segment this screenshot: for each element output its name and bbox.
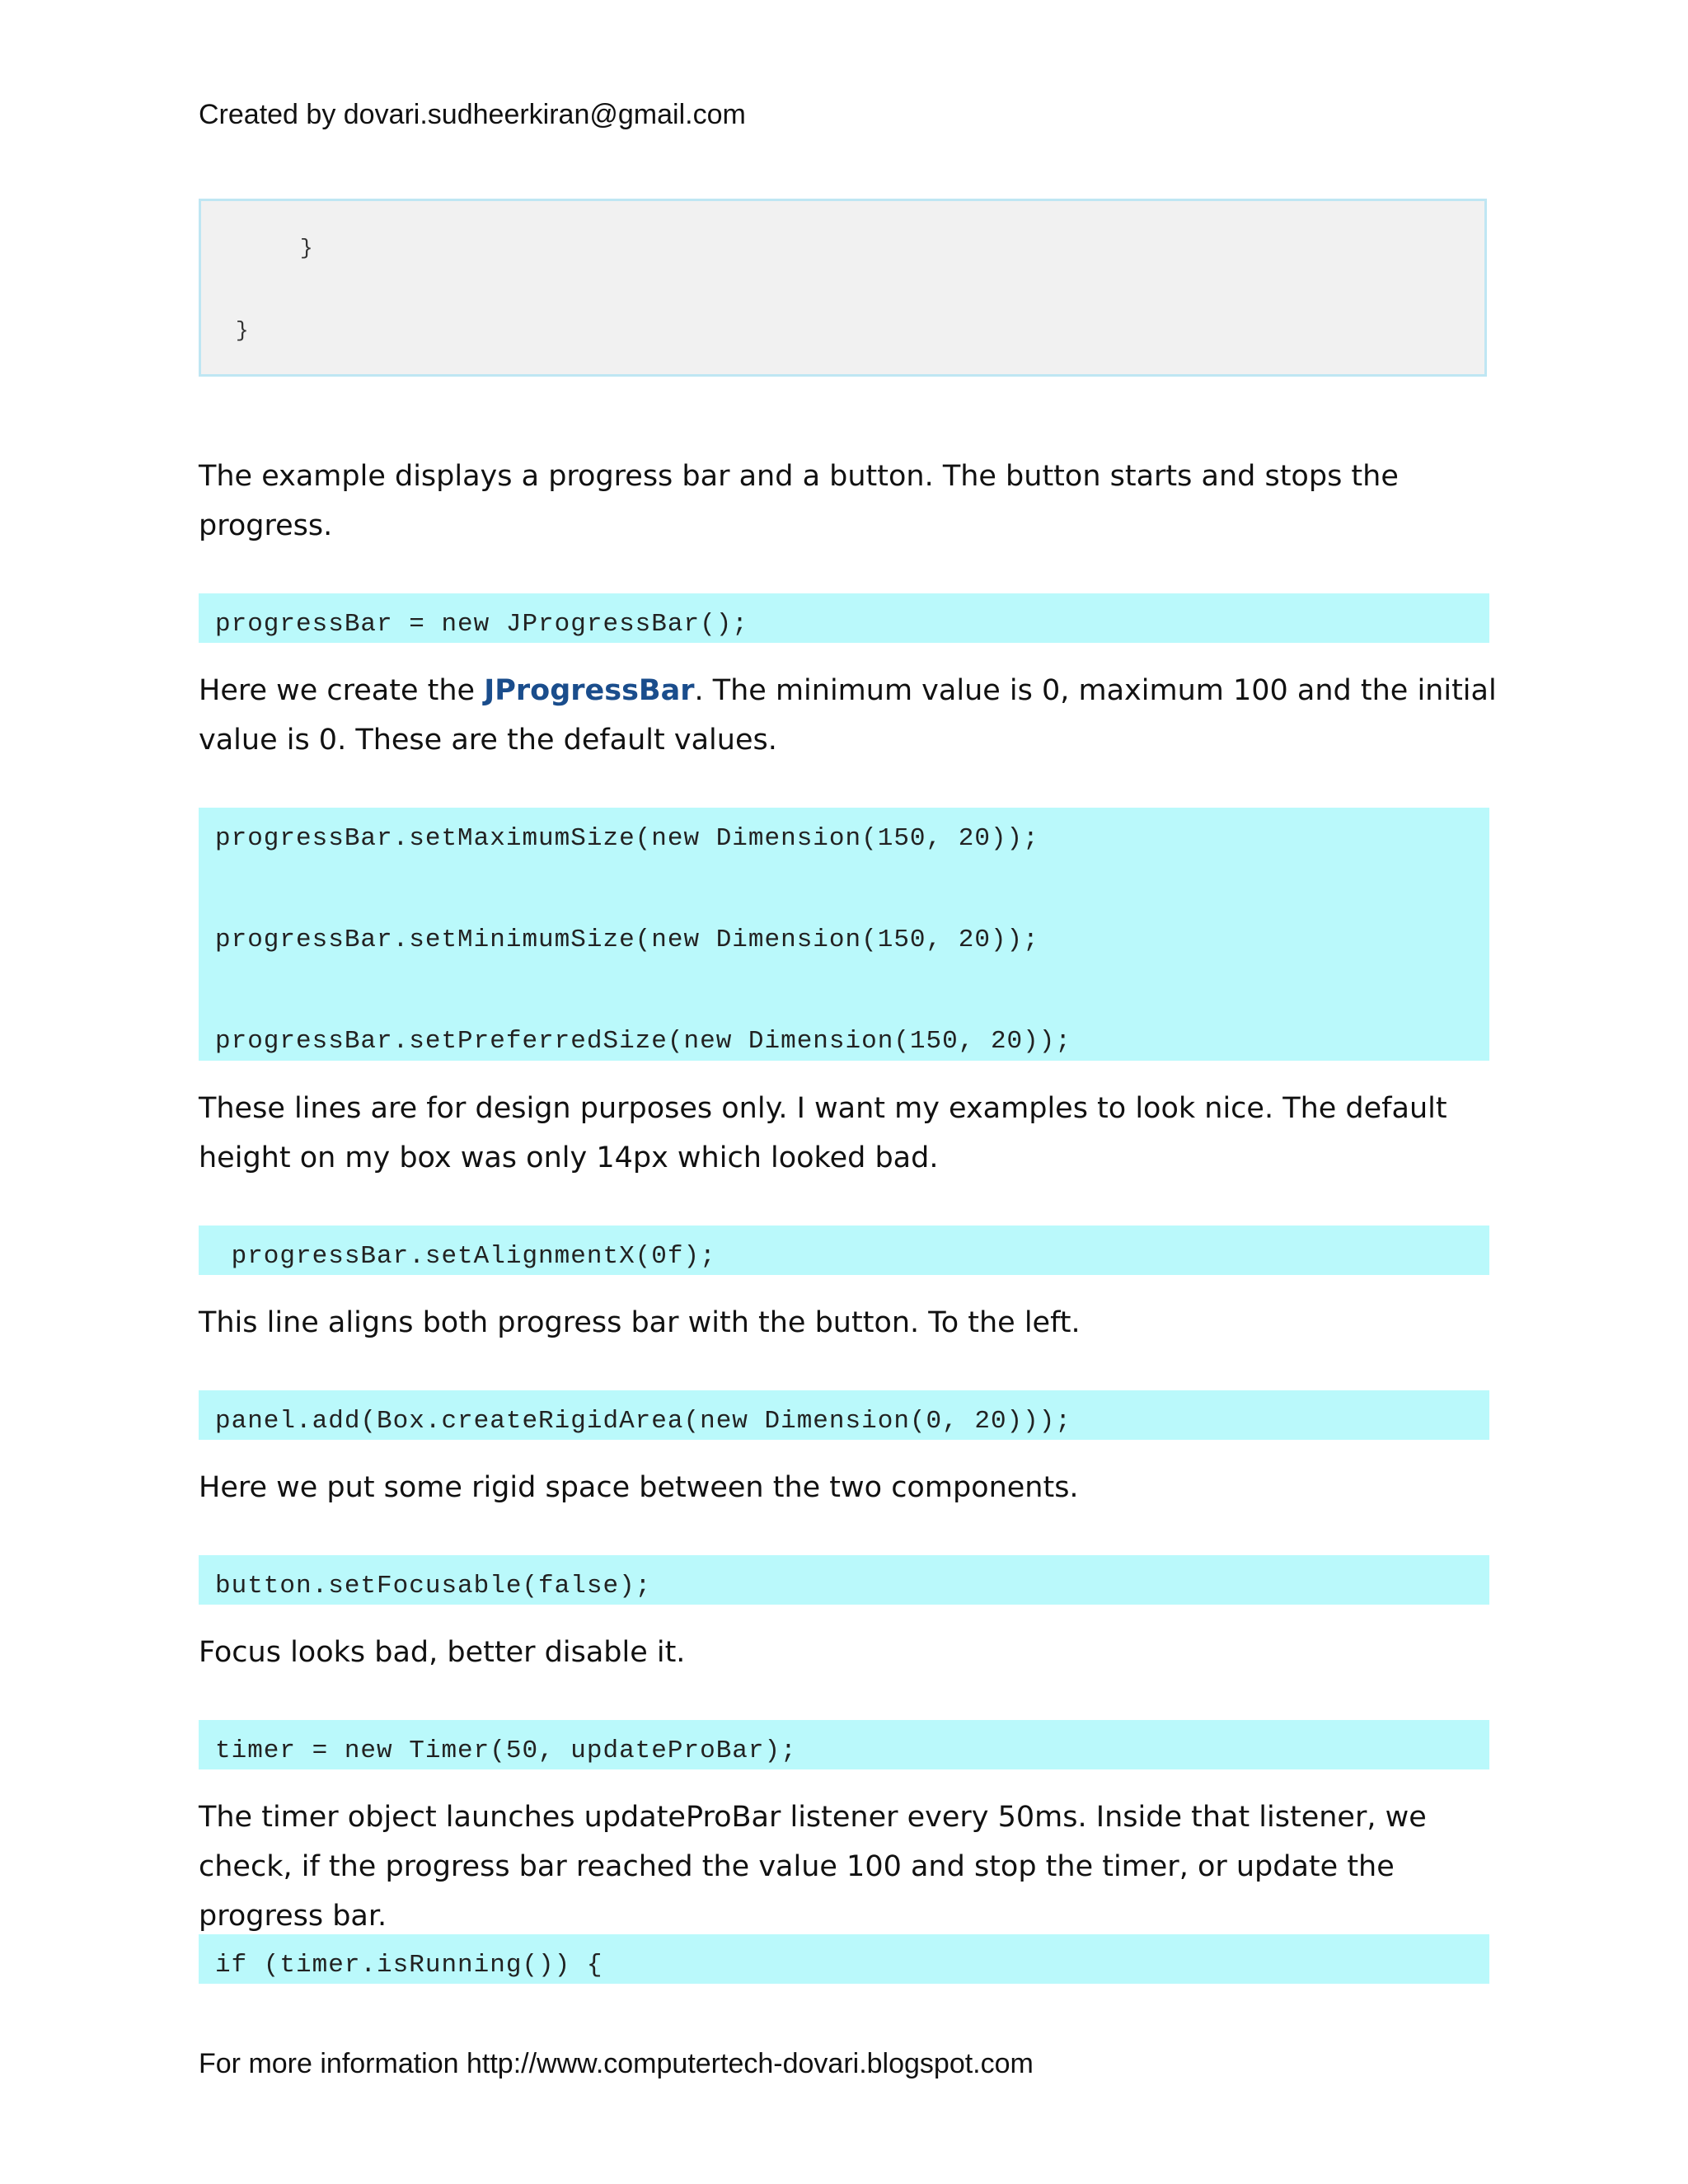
- page-header: Created by dovari.sudheerkiran@gmail.com: [199, 99, 746, 130]
- code-snippet-create-progressbar: [199, 593, 1489, 643]
- code-line: panel.add(Box.createRigidArea(new Dimension(0, 20)));: [215, 1407, 1071, 1436]
- code-line: progressBar.setAlignmentX(0f);: [215, 1242, 716, 1271]
- code-snippet-if-running: [199, 1934, 1489, 1984]
- page-footer: For more information http://www.computertech-dovari.blogspot.com: [199, 2048, 1034, 2079]
- code-snippet-focusable: [199, 1555, 1489, 1605]
- keyword-jprogressbar: JProgressBar: [484, 674, 695, 707]
- paragraph-text: Here we create the: [199, 674, 485, 707]
- paragraph-focus: Focus looks bad, better disable it.: [199, 1636, 686, 1669]
- closing-brace-inner: }: [300, 236, 313, 260]
- paragraph-example-description: The example displays a progress bar and a button. The button starts and stops the progress.: [199, 460, 1399, 542]
- closing-brace-outer: }: [236, 318, 249, 343]
- code-snippet-set-alignment: [199, 1226, 1489, 1275]
- code-line: button.setFocusable(false);: [215, 1572, 652, 1601]
- code-snippet-set-sizes: [199, 808, 1489, 1061]
- paragraph-jprogressbar-explanation: [199, 666, 1501, 765]
- code-snippet-rigid-area: [199, 1390, 1489, 1440]
- code-line: timer = new Timer(50, updateProBar);: [215, 1736, 797, 1765]
- code-line: if (timer.isRunning()) {: [215, 1951, 603, 1980]
- code-line: progressBar.setMaximumSize(new Dimension(150, 20));: [215, 824, 1039, 853]
- paragraph-timer-explanation: The timer object launches updateProBar listener every 50ms. Inside that listener, we check, if the progress bar reached the value 100 and stop the timer, or update the progress bar.: [199, 1801, 1427, 1933]
- paragraph-alignment: This line aligns both progress bar with the button. To the left.: [199, 1306, 1081, 1339]
- code-line: progressBar = new JProgressBar();: [215, 610, 748, 639]
- paragraph-rigid-space: Here we put some rigid space between the two components.: [199, 1471, 1079, 1504]
- paragraph-text: . The minimum value is 0, maximum 100 and the initial value is 0. These are the default values.: [199, 674, 1497, 757]
- code-line: progressBar.setPreferredSize(new Dimension(150, 20));: [215, 1027, 1071, 1056]
- code-block-continued: [199, 199, 1487, 377]
- code-snippet-timer: [199, 1720, 1489, 1769]
- code-line: progressBar.setMinimumSize(new Dimension(150, 20));: [215, 926, 1039, 954]
- paragraph-design-purposes: These lines are for design purposes only. I want my examples to look nice. The default height on my box was only 14px which looked bad.: [199, 1092, 1447, 1174]
